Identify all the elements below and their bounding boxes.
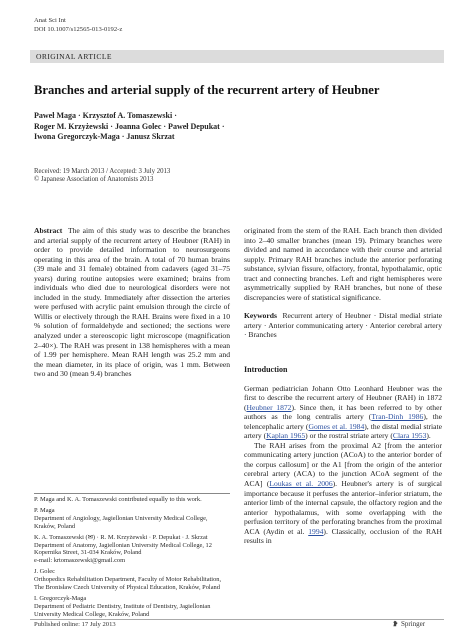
citation-link[interactable]: Clara 1953	[392, 431, 427, 441]
intro-paragraph: German pediatrician Johann Otto Leonhard Heubner was the first to describe the recurrent artery of Heubner (RAH) in 1872 (Heubner 1872). Since then, it has been referred to by other authors as the long centralis artery (Tran-Dinh 1986), the telencephalic artery (Gomes et al. 1984), the distal medial striate artery (Kaplan 1965) or the rostral striate artery (Clara 1953).	[244, 383, 443, 441]
abstract	[34, 226, 230, 379]
author-line: Roger M. Krzyżewski · Joanna Golec · Paweł Depukat ·	[34, 121, 225, 131]
publication-dates	[34, 168, 170, 185]
journal-name: Anat Sci Int	[34, 17, 66, 24]
affiliation: P. Maga Department of Angiology, Jagiellonian University Medical College, Kraków, Poland	[34, 506, 208, 530]
citation-link[interactable]: 1994	[308, 526, 324, 536]
published-online: Published online: 17 July 2013	[34, 621, 116, 628]
author-line: Paweł Maga · Krzysztof A. Tomaszewski ·	[34, 111, 177, 120]
publisher-logo	[392, 620, 425, 628]
section-heading-introduction: Introduction	[244, 365, 288, 375]
keywords	[244, 311, 442, 340]
citation-link[interactable]: Tran-Dinh 1986	[371, 412, 424, 422]
received-accepted: Received: 19 March 2013 / Accepted: 3 July 2013	[34, 168, 171, 175]
author-line: Iwona Gregorczyk-Maga · Janusz Skrzat	[34, 132, 175, 142]
keywords-label: Keywords	[244, 311, 277, 321]
keywords-text: Recurrent artery of Heubner · Distal medial striate artery · Anterior communicating artery · Anterior cerebral artery · Branches	[244, 311, 442, 340]
citation-link[interactable]: Heubner 1872	[246, 402, 292, 412]
copyright: © Japanese Association of Anatomists 2013	[34, 176, 154, 184]
abstract-continued: originated from the stem of the RAH. Each branch then divided into 2–40 smaller branches (mean 19). Primary branches were divided and named in accordance with their course and arterial supply. Primary RAH branches include the anterior perforating substance, sylvian fissure, olfactory, frontal, hypothalamic, optic tract and connecting branches. Left and right hemispheres were asymmetrically supplied by RAH branches, but none of these discrepancies were of statistical significance.	[244, 226, 442, 302]
citation-link[interactable]: Loukas et al. 2006	[269, 479, 333, 489]
footnote-divider	[34, 493, 230, 494]
right-column	[244, 226, 442, 546]
abstract-label: Abstract	[34, 226, 63, 235]
affiliation: K. A. Tomaszewski (✉) · R. M. Krzyżewski · P. Depukat · J. Skrzat Department of Anatomy, Jagiellonian University Medical College, 12 Kopernika Street, 31-034 Kraków, Poland e-mail: krtomaszewski@gmail.com	[34, 533, 212, 565]
footnotes	[34, 496, 230, 622]
publisher-name: Springer	[401, 620, 426, 628]
paper-title: Branches and arterial supply of the recurrent artery of Heubner	[34, 83, 380, 97]
citation-link[interactable]: Gomes et al. 1984	[308, 421, 365, 431]
footer-divider	[30, 619, 444, 620]
affiliation: J. Golec Orthopedics Rehabilitation Department, Faculty of Motor Rehabilitation, The Bronisław Czech University of Physical Education, Kraków, Poland	[34, 568, 222, 592]
citation-link[interactable]: Kaplan 1965	[266, 431, 306, 441]
article-type: ORIGINAL ARTICLE	[36, 52, 112, 61]
article-type-bar	[30, 50, 444, 63]
author-list	[34, 111, 294, 143]
intro-paragraph: The RAH arises from the proximal A2 [from the anterior communicating artery junction (ACoA) to the anterior border of the corpus callosum] or the A1 [from the origin of the anterior cerebral artery (ACA) to the junction ACoA segment of the ACA] (Loukas et al. 2006). Heubner's artery is of surgical importance because it perfuses the anterior–inferior striatum, the anterior limb of the internal capsule, the olfactory region and the anterior hypothalamus, with some overlapping with the perfusion territory of the perforating branches from the proximal ACA (Aydin et al. 1994). Classically, occlusion of the RAH results in	[244, 440, 442, 546]
springer-horse-icon	[392, 620, 399, 627]
doi: DOI 10.1007/s12565-013-0192-z	[34, 26, 123, 33]
affiliation: I. Gregorczyk-Maga Department of Pediatric Dentistry, Institute of Dentistry, Jagiellonian University Medical College, Kraków, Poland	[34, 594, 211, 618]
email[interactable]: e-mail: krtomaszewski@gmail.com	[34, 557, 126, 565]
abstract-text: The aim of this study was to describe the branches and arterial supply of the recurrent artery of Heubner (RAH) in order to provide detailed information to neurosurgeons operating in this area of the brain. A total of 70 human brains (39 male and 31 female) obtained from cadavers (aged 31–75 years) during routine autopsies were examined; brains from individuals who died due to neurological disorders were not included in the study. Immediately after dissection the arteries were perfused with acrylic paint emulsion through the circle of Willis or electively through the RAH. Brains were fixed in a 10 % solution of formaldehyde and sectioned; the sections were analyzed under a stereoscopic light microscope (magnification 2–40×). The RAH was present in 138 hemispheres with a mean of 1.99 per hemisphere. Mean RAH length was 25.2 mm and the mean diameter, in its place of origin, was 1 mm. Between two and 30 (mean 9.4) branches	[34, 226, 231, 379]
equal-contribution-note: P. Maga and K. A. Tomaszewski contributed equally to this work.	[34, 496, 202, 503]
left-column	[34, 226, 230, 379]
